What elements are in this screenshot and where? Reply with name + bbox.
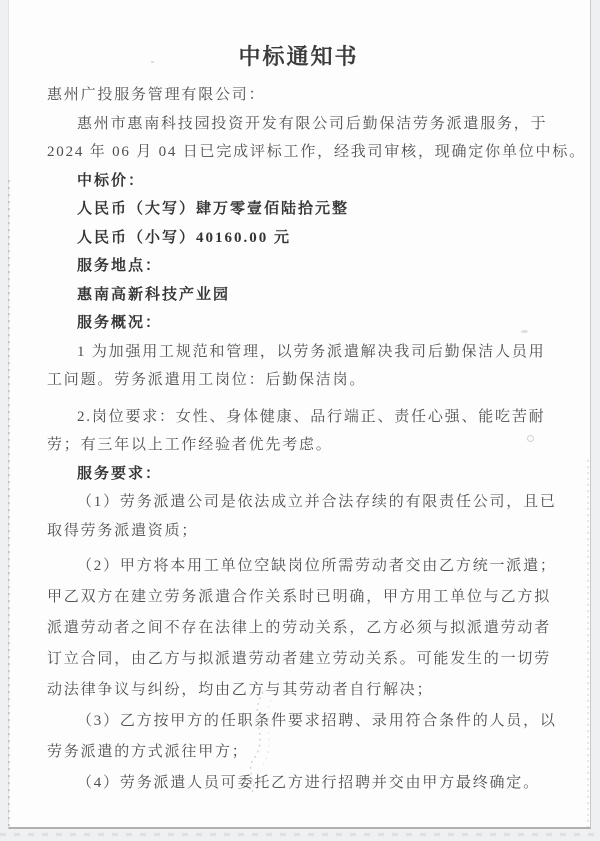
doc-line: 取得劳务派遣资质； xyxy=(47,522,199,539)
scan-smudge xyxy=(233,688,293,798)
service-overview-label: 服务概况： xyxy=(77,315,163,331)
service-requirements-label: 服务要求： xyxy=(77,465,163,482)
scan-streak-right xyxy=(587,460,589,828)
doc-line: 动法律争议与纠纷，均由乙方与其劳动者自行解决； xyxy=(47,682,434,698)
doc-line: （2）甲方将本用工单位空缺岗位所需劳动者交由乙方统一派遣； xyxy=(77,558,557,574)
doc-line: 1 为加强用工规范和管理，以劳务派遣解决我司后勤保洁人员用 xyxy=(77,343,546,360)
scan-edge-texture xyxy=(0,833,600,836)
doc-line: 工问题。劳务派遣用工岗位：后勤保洁岗。 xyxy=(47,372,367,388)
doc-line: 2.岗位要求：女性、身体健康、品行端正、责任心强、能吃苦耐 xyxy=(77,408,546,425)
doc-line: 劳；有三年以上工作经验者优先考虑。 xyxy=(47,437,333,453)
scan-streak-left xyxy=(8,180,10,828)
doc-line: 派遣劳动者之间不存在法律上的劳动关系，乙方必须与拟派遣劳动者 xyxy=(47,620,552,636)
doc-line: （1）劳务派遣公司是依法成立并合法存续的有限责任公司，且已 xyxy=(77,494,557,510)
service-location-label: 服务地点： xyxy=(77,258,163,274)
doc-line: 2024 年 06 月 04 日已完成评标工作，经我司审核，现确定你单位中标。 xyxy=(47,144,586,160)
doc-line: 惠州市惠南科技园投资开发有限公司后勤保洁劳务派遣服务，于 xyxy=(77,115,548,132)
doc-line: 甲乙双方在建立劳务派遣合作关系时已明确，甲方用工单位与乙方拟 xyxy=(47,589,552,605)
scan-speck xyxy=(521,330,528,333)
doc-line: （3）乙方按甲方的任职条件要求招聘、录用符合条件的人员，以 xyxy=(77,713,557,729)
doc-line: 劳务派遣的方式派往甲方； xyxy=(47,744,249,760)
amount-in-figures: 人民币（小写）40160.00 元 xyxy=(77,229,292,246)
scan-speck xyxy=(151,61,154,63)
scan-speck xyxy=(527,435,534,442)
bid-price-label: 中标价： xyxy=(77,172,146,189)
amount-in-words: 人民币（大写）肆万零壹佰陆拾元整 xyxy=(77,201,350,217)
doc-line: 订立合同，由乙方与拟派遣劳动者建立劳动关系。可能发生的一切劳 xyxy=(47,651,552,667)
service-location-value: 惠南高新科技产业园 xyxy=(77,286,231,303)
salutation: 惠州广投服务管理有限公司： xyxy=(47,87,266,103)
document-content xyxy=(9,0,590,799)
doc-line: （4）劳务派遣人员可委托乙方进行招聘并交由甲方最终确定。 xyxy=(77,775,540,791)
scanned-document-page xyxy=(8,0,591,829)
page-title: 中标通知书 xyxy=(238,44,359,69)
